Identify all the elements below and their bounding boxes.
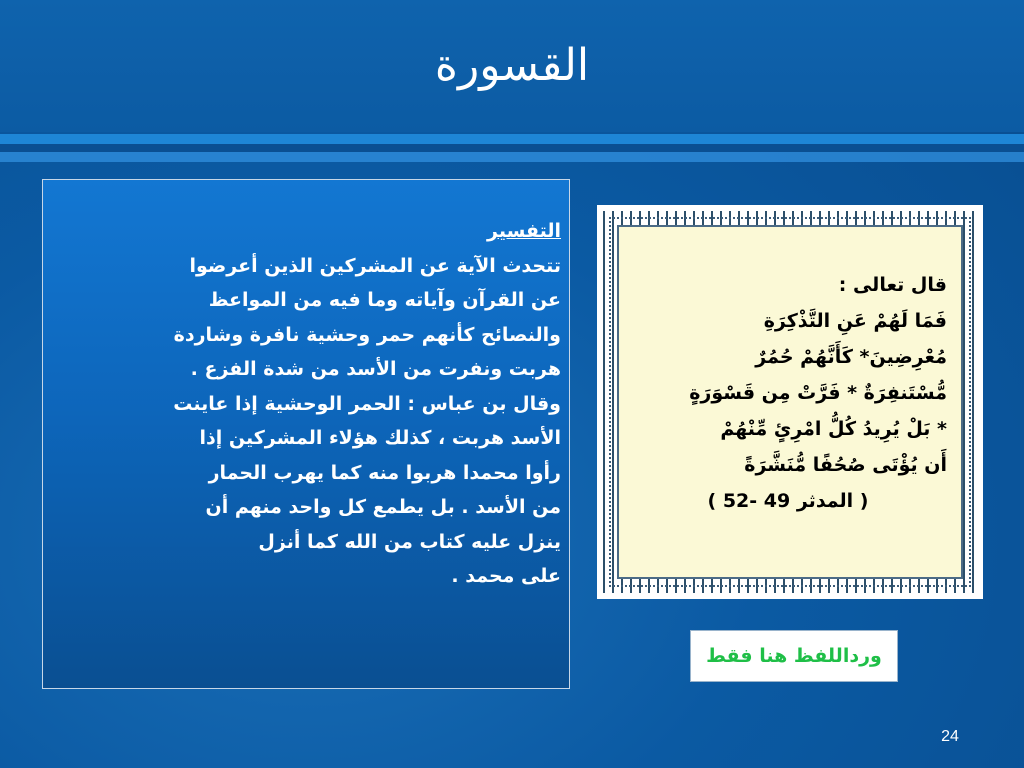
tafsir-heading: التفسير — [487, 220, 561, 242]
verse-frame — [597, 205, 983, 599]
verse-line: مُعْرِضِينَ* كَأَنَّهُمْ حُمُرٌ — [755, 346, 947, 368]
tafsir-line: وقال بن عباس : الحمر الوحشية إذا عاينت — [173, 392, 561, 415]
verse-ornamental-border — [603, 211, 977, 593]
verse-line: مُّسْتَنفِرَةٌ * فَرَّتْ مِن قَسْوَرَةٍ — [689, 382, 947, 404]
tafsir-line: من الأسد . بل يطمع كل واحد منهم أن — [205, 496, 561, 518]
tafsir-line: والنصائح كأنهم حمر وحشية نافرة وشاردة — [173, 323, 561, 346]
tafsir-line: تتحدث الآية عن المشركين الذين أعرضوا — [189, 254, 561, 277]
tafsir-line: عن القرآن وآياته وما فيه من المواعظ — [208, 289, 561, 311]
tafsir-line: ينزل عليه كتاب من الله كما أنزل — [258, 530, 561, 553]
verse-line: * بَلْ يُرِيدُ كُلُّ امْرِئٍ مِّنْهُمْ — [720, 418, 947, 440]
slide-number: 24 — [941, 728, 959, 745]
slide-title: القسورة — [434, 40, 590, 91]
tafsir-line: رأوا محمدا هربوا منه كما يهرب الحمار — [208, 461, 561, 484]
verse-intro: قال تعالى : — [838, 274, 947, 296]
verse-line: فَمَا لَهُمْ عَنِ التَّذْكِرَةِ — [763, 310, 947, 332]
tafsir-line: الأسد هربت ، كذلك هؤلاء المشركين إذا — [199, 427, 561, 449]
tafsir-line: هربت ونفرت من الأسد من شدة الفزع . — [190, 358, 561, 380]
verse-panel — [617, 225, 963, 579]
divider-stripe-dark — [0, 144, 1024, 152]
divider-stripe — [0, 134, 1024, 144]
tafsir-line: على محمد . — [451, 565, 561, 587]
divider-stripe-light — [0, 152, 1024, 162]
note-box — [690, 630, 898, 682]
verse-reference: ( المدثر 49 -52 ) — [707, 490, 869, 512]
note-label: ورداللفظ هنا فقط — [706, 645, 882, 667]
tafsir-panel — [42, 179, 570, 689]
verse-line: أَن يُؤْتَى صُحُفًا مُّنَشَّرَةً — [744, 454, 947, 476]
